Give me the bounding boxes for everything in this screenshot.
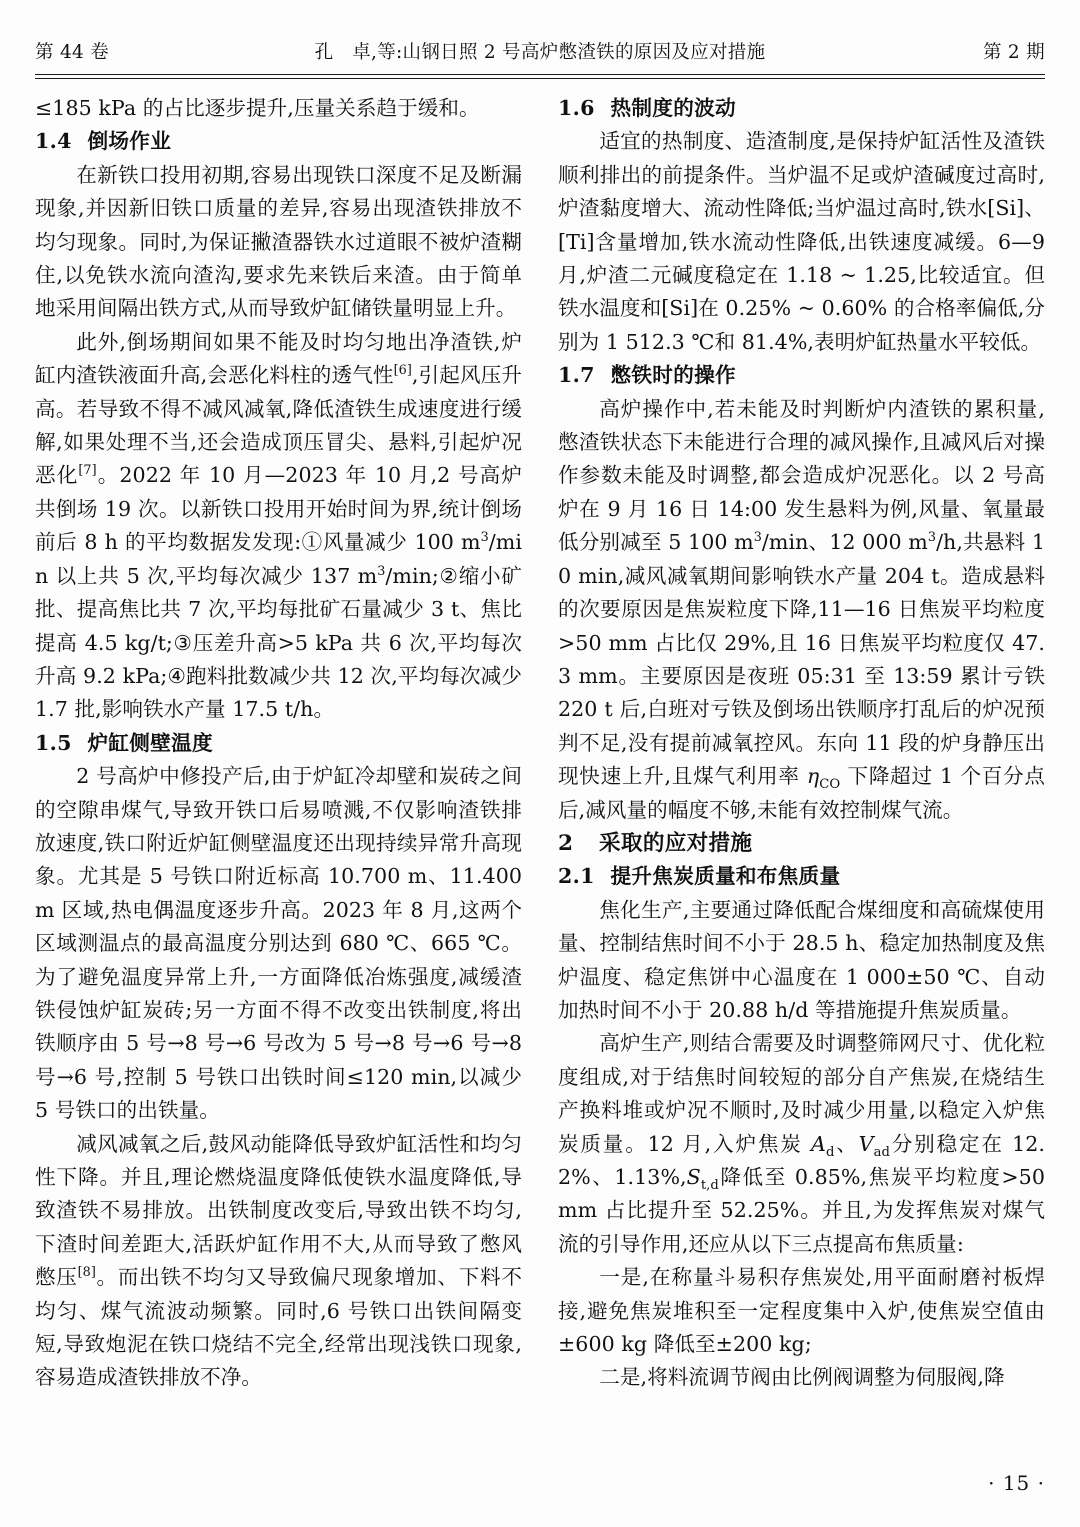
heading-1-6-title: 热制度的波动 — [610, 96, 736, 120]
paragraph-1-4-a: 在新铁口投用初期,容易出现铁口深度不足及断漏现象,并因新旧铁口质量的差异,容易出现渣铁排放不均匀现象。同时,为保证撇渣器铁水过道眼不被炉渣糊住,以免铁水流向渣沟,要求先来铁后来渣。由于简单地采用间隔出铁方式,从而导致炉缸储铁量明显上升。 — [35, 162, 522, 321]
reference-marker-7: [7] — [78, 463, 97, 479]
page-number: · 15 · — [988, 1471, 1045, 1495]
heading-2-1-number: 2.1 — [558, 864, 595, 889]
paragraph-1-5-b-part2: 。而出铁不均匀又导致偏尺现象增加、下料不均匀、煤气流波动频繁。同时,6 号铁口出铁间隔变短,导致炮泥在铁口烧结不完全,经常出现浅铁口现象,容易造成渣铁排放不净。 — [35, 1265, 522, 1390]
var-A-glyph: A — [811, 1131, 826, 1156]
heading-1-7 — [558, 359, 1045, 392]
paragraph-2-1-b-part1: 高炉生产,则结合需要及时调整筛网尺寸、优化粒度组成,对于结焦时间较短的部分自产焦炭,在烧结生产换料堆或炉况不顺时,及时减少用量,以稳定入炉焦炭质量。12 月,入炉焦炭 — [558, 1031, 1045, 1156]
heading-2-1 — [558, 860, 1045, 893]
symbol-total-sulfur-dry — [686, 1165, 719, 1194]
paragraph-2-1-a: 焦化生产,主要通过降低配合煤细度和高硫煤使用量、控制结焦时间不小于 28.5 h、稳定加热制度及焦炉温度、稳定焦饼中心温度在 1 000±50 ℃、自动加热时间不小于 20.88 h/d 等措施提升焦炭质量。 — [558, 897, 1045, 1022]
two-column-body — [35, 92, 1045, 1492]
heading-1-6-number: 1.6 — [558, 96, 595, 120]
heading-1-6 — [558, 92, 1045, 125]
var-V-glyph: V — [858, 1131, 874, 1156]
running-head-issue: 第 2 期 — [982, 42, 1045, 63]
paragraph-1-5-b — [35, 1128, 522, 1395]
superscript-cubed-a: 3 — [480, 530, 489, 546]
paragraph-1-4-b-part3: 。2022 年 10 月—2023 年 10 月,2 号高炉共倒场 19 次。以新铁口投用开始时间为界,统计倒场前后 8 h 的平均数据发发现:①风量减少 100 m — [35, 463, 523, 555]
paragraph-2-1-c: 一是,在称量斗易积存焦炭处,用平面耐磨衬板焊接,避免焦炭堆积至一定程度集中入炉,使焦炭空值由±600 kg 降低至±200 kg; — [558, 1265, 1045, 1357]
heading-1-4-number: 1.4 — [35, 129, 72, 154]
symbol-eta-co — [806, 764, 841, 793]
heading-2-number: 2 — [558, 830, 574, 856]
paragraph-carry-over: ≤185 kPa 的占比逐步提升,压量关系趋于缓和。 — [35, 96, 480, 120]
superscript-cubed-d: 3 — [927, 530, 937, 546]
heading-1-5-title: 炉缸侧壁温度 — [87, 730, 213, 755]
var-A-subscript: d — [825, 1144, 835, 1160]
running-head — [35, 38, 1045, 68]
paragraph-1-4-b-part1: 此外,倒场期间如果不能及时均匀地出净渣铁,炉缸内渣铁液面升高,会恶化料柱的透气性 — [35, 329, 522, 388]
var-S-subscript: t,d — [700, 1178, 719, 1194]
paragraph-1-4-b-part4: /min 以上共 5 次,平均每次减少 137 m — [35, 530, 522, 588]
paragraph-2-1-b-part2: 、 — [834, 1131, 859, 1156]
paragraph-2-1-d: 二是,将料流调节阀由比例阀调整为伺服阀,降 — [599, 1365, 1005, 1390]
paragraph-1-4-b-part5: /min;②缩小矿批、提高焦比共 7 次,平均每批矿石量减少 3 t、焦比提高 4.5 kg/t;③压差升高>5 kPa 共 6 次,平均每次升高 9.2 kPa;④跑料批数减少共 12 次,平均每次减少 1.7 批,影响铁水产量 17.5 t/h。 — [35, 563, 522, 722]
paragraph-1-7-part4: 下降超过 1 个百分点后,减风量的幅度不够,未能有效控制煤气流。 — [558, 764, 1046, 822]
running-head-volume: 第 44 卷 — [35, 42, 110, 63]
right-column — [558, 92, 1045, 1395]
symbol-ash-dry-basis — [811, 1131, 835, 1160]
paragraph-1-7-part2: /min、12 000 m — [761, 530, 928, 555]
heading-1-4 — [35, 125, 522, 158]
heading-2-title: 采取的应对措施 — [599, 830, 753, 856]
paragraph-1-7-part1: 高炉操作中,若未能及时判断炉内渣铁的累积量,憋渣铁状态下未能进行合理的减风操作,且减风后对操作参数未能及时调整,都会造成炉况恶化。以 2 号高炉在 9 月 16 日 14:00 发生悬料为例,风量、氧量最低分别减至 5 100 m — [558, 396, 1045, 555]
reference-marker-6: [6] — [393, 363, 412, 379]
heading-2-1-title: 提升焦炭质量和布焦质量 — [610, 864, 841, 889]
var-V-subscript: ad — [873, 1144, 890, 1160]
heading-2 — [558, 827, 1045, 860]
heading-1-4-title: 倒场作业 — [87, 129, 172, 154]
var-S-glyph: S — [686, 1165, 701, 1189]
paragraph-1-7-part3: /h,共悬料 10 min,减风减氧期间影响铁水产量 204 t。造成悬料的次要原因是焦炭粒度下降,11—16 日焦炭平均粒度>50 mm 占比仅 29%,且 16 日焦炭平均粒度仅 47.3 mm。主要原因是夜班 05:31 至 13:59 累计亏铁 220 t 后,白班对亏铁及倒场出铁顺序打乱后的炉况预判不足,没有提前减氧控风。东向 11 段的炉身静压出现快速上升,且煤气利用率 — [558, 530, 1045, 789]
paragraph-1-4-b-part2: ,引起风压升高。若导致不得不减风减氧,降低渣铁生成速度进行缓解,如果处理不当,还会造成顶压冒尖、悬料,引起炉况恶化 — [35, 363, 522, 488]
reference-marker-8: [8] — [77, 1265, 96, 1281]
paragraph-2-1-b-part4: 降低至 0.85%,焦炭平均粒度>50 mm 占比提升至 52.25%。并且,为发挥焦炭对煤气流的引导作用,还应从以下三点提高布焦质量: — [558, 1165, 1045, 1256]
paragraph-1-4-b — [35, 326, 522, 727]
running-head-title: 孔 卓,等:山钢日照 2 号高炉憋渣铁的原因及应对措施 — [314, 42, 766, 63]
paragraph-2-1-b-part3: 分别稳定在 12.2%、1.13%, — [558, 1131, 1045, 1189]
paragraph-1-7 — [558, 393, 1045, 827]
paragraph-1-5-b-part1: 减风减氧之后,鼓风动能降低导致炉缸活性和均匀性下降。并且,理论燃烧温度降低使铁水温度降低,导致渣铁不易排放。出铁制度改变后,导致出铁不均匀,下渣时间差距大,活跃炉缸作用不大,从而导致了憋风憋压 — [35, 1131, 522, 1290]
header-rule — [35, 74, 1045, 79]
left-column — [35, 92, 522, 1395]
superscript-cubed-b: 3 — [377, 563, 386, 579]
heading-1-7-number: 1.7 — [558, 363, 595, 388]
eta-subscript: CO — [819, 777, 841, 793]
heading-1-7-title: 憋铁时的操作 — [610, 363, 736, 388]
symbol-volatile-air-dry — [858, 1131, 890, 1160]
paragraph-1-5-a: 2 号高炉中修投产后,由于炉缸冷却壁和炭砖之间的空隙串煤气,导致开铁口后易喷溅,不仅影响渣铁排放速度,铁口附近炉缸侧壁温度还出现持续异常升高现象。尤其是 5 号铁口附近标高 10.700 m、11.400 m 区域,热电偶温度逐步升高。2023 年 8 月,这两个区域测温点的最高温度分别达到 680 ℃、665 ℃。为了避免温度异常上升,一方面降低冶炼强度,减缓渣铁侵蚀炉缸炭砖;另一方面不得不改变出铁制度,将出铁顺序由 5 号→8 号→6 号改为 5 号→8 号→6 号→8 号→6 号,控制 5 号铁口出铁时间≤120 min,以减少 5 号铁口的出铁量。 — [35, 764, 522, 1123]
paragraph-1-6: 适宜的热制度、造渣制度,是保持炉缸活性及渣铁顺利排出的前提条件。当炉温不足或炉渣碱度过高时,炉渣黏度增大、流动性降低;当炉温过高时,铁水[Si]、[Ti]含量增加,铁水流动性降低,出铁速度减缓。6—9 月,炉渣二元碱度稳定在 1.18 ~ 1.25,比较适宜。但铁水温度和[Si]在 0.25% ~ 0.60% 的合格率偏低,分别为 1 512.3 ℃和 81.4%,表明炉缸热量水平较低。 — [558, 129, 1045, 354]
superscript-cubed-c: 3 — [753, 530, 762, 546]
eta-glyph: η — [806, 764, 820, 789]
paragraph-2-1-b — [558, 1027, 1045, 1261]
heading-1-5 — [35, 727, 522, 760]
heading-1-5-number: 1.5 — [35, 730, 72, 755]
